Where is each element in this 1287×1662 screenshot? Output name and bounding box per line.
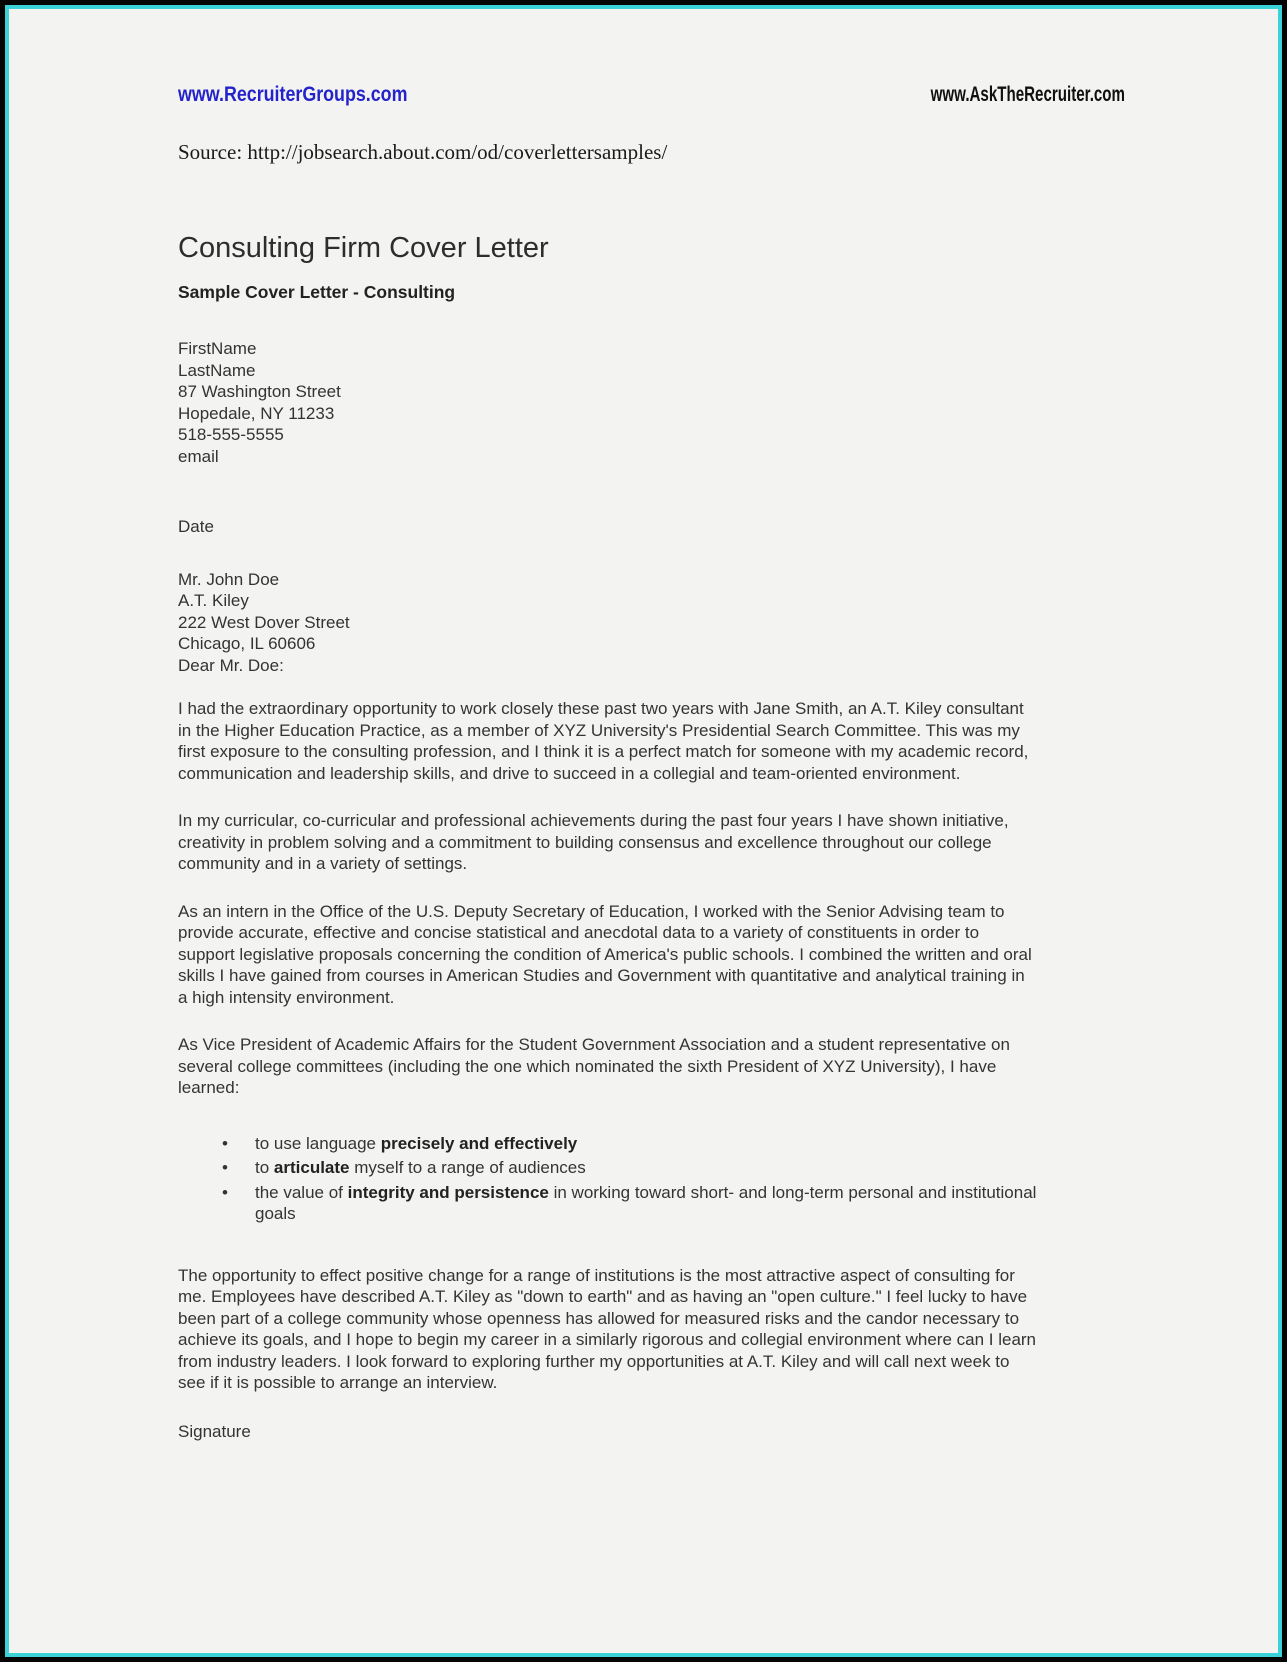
ask-the-recruiter-link[interactable]: www.AskTheRecruiter.com [930,83,1125,106]
bullet-dot-icon: • [222,1133,228,1153]
sender-phone: 518-555-5555 [178,425,284,444]
bullet-dot-icon: • [222,1158,228,1177]
sender-address-block [178,338,1125,467]
signature-placeholder: Signature [178,1421,251,1441]
subtitle: Sample Cover Letter - Consulting [178,282,456,302]
bullet-text: the value of [255,1182,348,1202]
header [178,83,1125,109]
salutation: Dear Mr. Doe: [178,655,284,675]
page-title: Consulting Firm Cover Letter [178,232,549,264]
bullet-text: to use language [255,1133,381,1153]
bullet-bold-text: integrity and persistence [347,1182,549,1202]
paragraph-2: In my curricular, co-curricular and professional achievements during the past four years I have shown initiative, creativity in problem solving and a commitment to building consensus and excellence throughout our college community and in a variety of settings. [178,811,1009,873]
paragraph-3: As an intern in the Office of the U.S. Deputy Secretary of Education, I worked with the Senior Advising team to provide accurate, effective and concise statistical and anecdotal data to a variety of constituents in order to support legislative proposals concerning the condition of America's public schools. I combined the written and oral skills I have gained from courses in American Studies and Government with quantitative and analytical training in a high intensity environment. [178,901,1032,1007]
bullet-text: myself to a range of audiences [349,1158,586,1177]
paragraph-4: As Vice President of Academic Affairs for the Student Government Association and a student representative on several college committees (including the one which nominated the sixth President of XYZ University), I have learned: [178,1035,1010,1097]
sender-street: 87 Washington Street [178,382,341,401]
paragraph-1: I had the extraordinary opportunity to work closely these past two years with Jane Smith, an A.T. Kiley consultant in the Higher Education Practice, as a member of XYZ University's Presidential Search Committee. This was my first exposure to the consulting profession, and I think it is a perfect match for someone with my academic record, communication and leadership skills, and drive to succeed in a collegial and team-oriented environment. [178,699,1029,783]
recipient-address-block [178,569,1125,655]
sender-email: email [178,446,219,466]
letter-content [9,9,1278,1442]
bullet-list [178,1133,1038,1225]
sender-first-name: FirstName [178,339,257,358]
bullet-item-1 [222,1133,1038,1155]
recipient-name: Mr. John Doe [178,569,280,589]
date-placeholder: Date [178,517,214,536]
bullet-item-3 [222,1182,1038,1225]
recruiter-groups-link[interactable]: www.RecruiterGroups.com [178,83,408,106]
sender-city-state: Hopedale, NY 11233 [178,403,335,423]
bullet-item-2 [222,1157,1038,1179]
source-line: Source: http://jobsearch.about.com/od/coverlettersamples/ [178,140,668,164]
recipient-street: 222 West Dover Street [178,612,350,632]
bullet-text: in working toward short- and long-term personal and institutional goals [255,1182,1037,1223]
teal-border-frame [5,5,1282,1657]
bullet-dot-icon: • [222,1182,228,1202]
sender-last-name: LastName [178,360,256,380]
bullet-bold-text: precisely and effectively [380,1133,578,1153]
bullet-bold-text: articulate [273,1158,350,1177]
recipient-city-state: Chicago, IL 60606 [178,634,316,653]
closing-paragraph: The opportunity to effect positive change for a range of institutions is the most attractive aspect of consulting for me. Employees have described A.T. Kiley as "down to earth" and as having an "open culture." I feel lucky to have been part of a college community whose openness has allowed for measured risks and the candor necessary to achieve its goals, and I hope to begin my career in a similarly rigorous and collegial environment where can I learn from industry leaders. I look forward to exploring further my opportunities at A.T. Kiley and will call next week to see if it is possible to arrange an interview. [178,1265,1037,1392]
recipient-company: A.T. Kiley [178,591,249,610]
bullet-text: to [255,1158,274,1177]
